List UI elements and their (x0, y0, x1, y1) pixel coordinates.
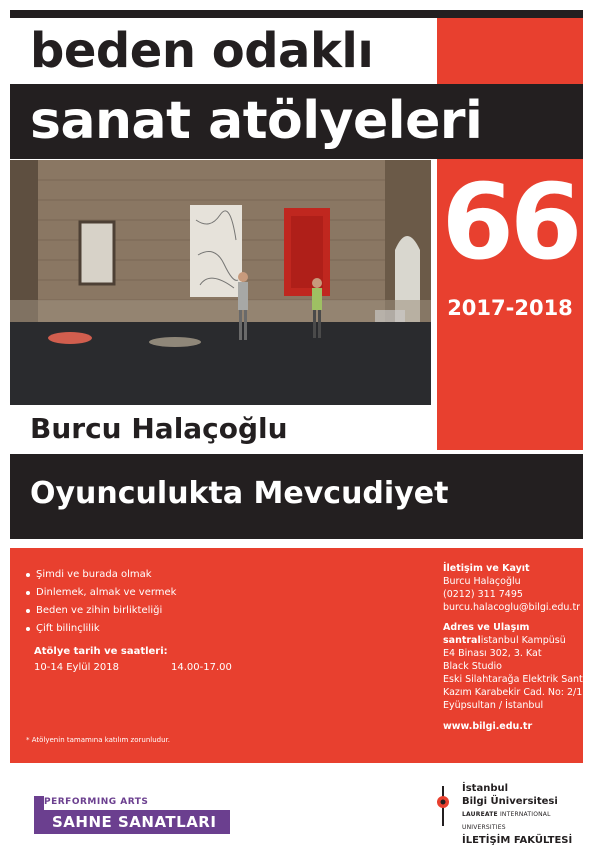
list-item (26, 566, 176, 584)
address-line: E4 Binası 302, 3. Kat (443, 648, 542, 659)
schedule-hours: 14.00-17.00 (171, 662, 232, 673)
contact-block (443, 562, 598, 733)
contact-email[interactable]: burcu.halacoglu@bilgi.edu.tr (443, 602, 581, 613)
contact-heading: İletişim ve Kayıt (443, 563, 530, 574)
topic-text: Şimdi ve burada olmak (36, 569, 152, 580)
website-link[interactable]: www.bilgi.edu.tr (443, 721, 533, 732)
topic-text: Dinlemek, almak ve vermek (36, 587, 177, 598)
topics-list (26, 566, 176, 638)
workshop-photo (10, 160, 431, 405)
attendance-note: * Atölyenin tamamına katılım zorunludur. (26, 736, 170, 744)
title-line-1: beden odaklı (30, 23, 374, 79)
university-logo (432, 782, 592, 846)
address-heading: Adres ve Ulaşım (443, 622, 530, 633)
bullet-icon (26, 591, 30, 595)
sahne-sanatlari-label: SAHNE SANATLARI (52, 813, 217, 831)
edition-years: 2017-2018 (447, 296, 573, 320)
faculty-name: İLETİŞİM FAKÜLTESİ (462, 835, 573, 846)
university-name-line1: İstanbul (462, 783, 509, 794)
address-line: Black Studio (443, 661, 502, 672)
address-campus: santralistanbul Kampüsü (443, 635, 566, 646)
workshop-title: Oyunculukta Mevcudiyet (30, 476, 449, 511)
topic-text: Çift bilinçlilik (36, 623, 100, 634)
performing-arts-logo (34, 797, 230, 834)
schedule-heading: Atölye tarih ve saatleri: (34, 646, 168, 657)
bullet-icon (26, 609, 30, 613)
schedule-block (34, 644, 232, 676)
bullet-icon (26, 573, 30, 577)
logo-mark-icon (34, 796, 44, 834)
address-line: Eski Silahtarağa Elektrik Santrali (443, 674, 598, 685)
laureate-label: LAUREATE INTERNATIONAL UNIVERSITIES (462, 811, 551, 831)
university-emblem-icon (432, 786, 454, 826)
sahne-sanatlari-box (34, 810, 230, 834)
list-item (26, 602, 176, 620)
university-name-line2: Bilgi Üniversitesi (462, 796, 558, 807)
performing-arts-label: PERFORMING ARTS (44, 797, 149, 807)
title-line-2: sanat atölyeleri (30, 91, 483, 151)
topic-text: Beden ve zihin birlikteliği (36, 605, 163, 616)
list-item (26, 584, 176, 602)
bullet-icon (26, 627, 30, 631)
contact-phone: (0212) 311 7495 (443, 589, 523, 600)
top-bar (10, 10, 583, 18)
contact-name: Burcu Halaçoğlu (443, 576, 521, 587)
artist-name: Burcu Halaçoğlu (30, 412, 288, 445)
address-line: Kazım Karabekir Cad. No: 2/13 (443, 687, 589, 698)
address-line: Eyüpsultan / İstanbul (443, 700, 544, 711)
schedule-dates: 10-14 Eylül 2018 (34, 662, 119, 673)
edition-number: 66 (441, 161, 579, 283)
list-item (26, 620, 176, 638)
